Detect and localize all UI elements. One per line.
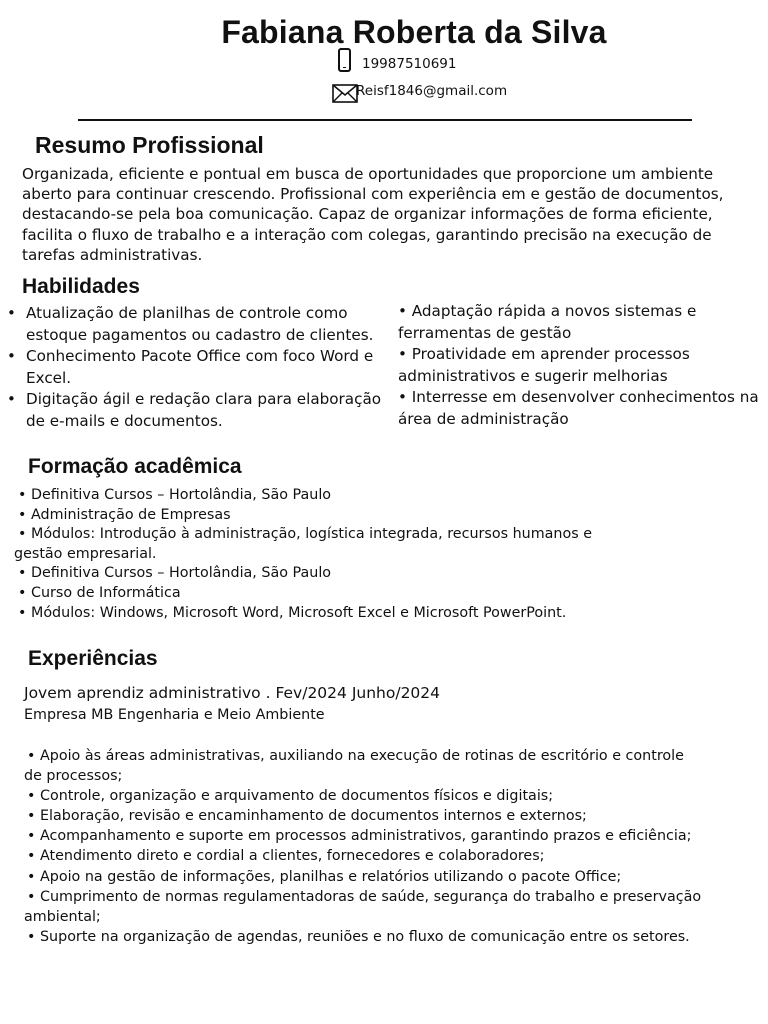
resumo-heading: Resumo Profissional bbox=[35, 132, 264, 158]
skills-list-right bbox=[398, 301, 768, 430]
formacao-heading: Formação acadêmica bbox=[28, 455, 242, 478]
phone-number: 19987510691 bbox=[362, 56, 457, 72]
resumo-paragraph: Organizada, eficiente e pontual em busca de oportunidades que proporcione um ambiente aberto para continuar crescendo. Profissional com experiência em e gestão de documentos, destacando-se pela boa comunicação. Capaz de organizar informações de forma eficiente, facilita o fluxo de trabalho e a interação com colegas, garantindo precisão na execução de tarefas administrativas. bbox=[22, 165, 724, 264]
skill-item: • Interresse em desenvolver conhecimentos na área de administração bbox=[398, 388, 759, 428]
job-company: Empresa MB Engenharia e Meio Ambiente bbox=[24, 707, 325, 723]
header-divider bbox=[78, 119, 692, 121]
job-role: Jovem aprendiz administrativo . Fev/2024 Junho/2024 bbox=[24, 684, 441, 702]
experience-item: • Controle, organização e arquivamento de documentos físicos e digitais; bbox=[27, 788, 554, 805]
experience-item: • Elaboração, revisão e encaminhamento de documentos internos e externos; bbox=[27, 808, 587, 825]
formacao-line: • Definitiva Cursos – Hortolândia, São Paulo bbox=[18, 565, 332, 582]
experiencias-heading: Experiências bbox=[28, 647, 158, 670]
formacao-list bbox=[14, 486, 654, 623]
experience-list bbox=[24, 746, 704, 947]
skill-item: • Atualização de planilhas de controle como estoque pagamentos ou cadastro de clientes. bbox=[26, 303, 398, 346]
smartphone-icon bbox=[338, 48, 351, 72]
habilidades-heading: Habilidades bbox=[22, 275, 140, 298]
experience-item: • Apoio na gestão de informações, planilhas e relatórios utilizando o pacote Office; bbox=[27, 868, 622, 885]
skill-item: • Digitação ágil e redação clara para elaboração de e-mails e documentos. bbox=[26, 389, 398, 432]
experience-item: • Suporte na organização de agendas, reuniões e no fluxo de comunicação entre os setores. bbox=[27, 928, 690, 945]
skill-item: • Conhecimento Pacote Office com foco Word e Excel. bbox=[26, 346, 398, 389]
formacao-line: gestão empresarial. bbox=[14, 545, 157, 562]
formacao-line: • Módulos: Introdução à administração, logística integrada, recursos humanos e bbox=[18, 526, 592, 543]
experience-item: • Acompanhamento e suporte em processos administrativos, garantindo prazos e eficiência; bbox=[27, 828, 692, 845]
formacao-line: • Administração de Empresas bbox=[18, 506, 231, 523]
skill-item: • Adaptação rápida a novos sistemas e ferramentas de gestão bbox=[398, 302, 697, 342]
experience-item: • Apoio às áreas administrativas, auxiliando na execução de rotinas de escritório e controle de processos; bbox=[24, 748, 684, 785]
experience-item: • Atendimento direto e cordial a clientes, fornecedores e colaboradores; bbox=[27, 848, 545, 865]
formacao-line: • Módulos: Windows, Microsoft Word, Microsoft Excel e Microsoft PowerPoint. bbox=[18, 604, 567, 621]
candidate-name: Fabiana Roberta da Silva bbox=[221, 14, 607, 50]
formacao-line: • Definitiva Cursos – Hortolândia, São Paulo bbox=[18, 487, 332, 503]
skill-item: • Proatividade em aprender processos administrativos e sugerir melhorias bbox=[398, 345, 690, 385]
email-address: Reisf1846@gmail.com bbox=[356, 83, 508, 99]
formacao-line: • Curso de Informática bbox=[18, 584, 181, 601]
experience-item: • Cumprimento de normas regulamentadoras de saúde, segurança do trabalho e preservação ambiental; bbox=[24, 888, 702, 925]
skills-list-left bbox=[26, 303, 398, 432]
envelope-icon bbox=[332, 84, 358, 103]
